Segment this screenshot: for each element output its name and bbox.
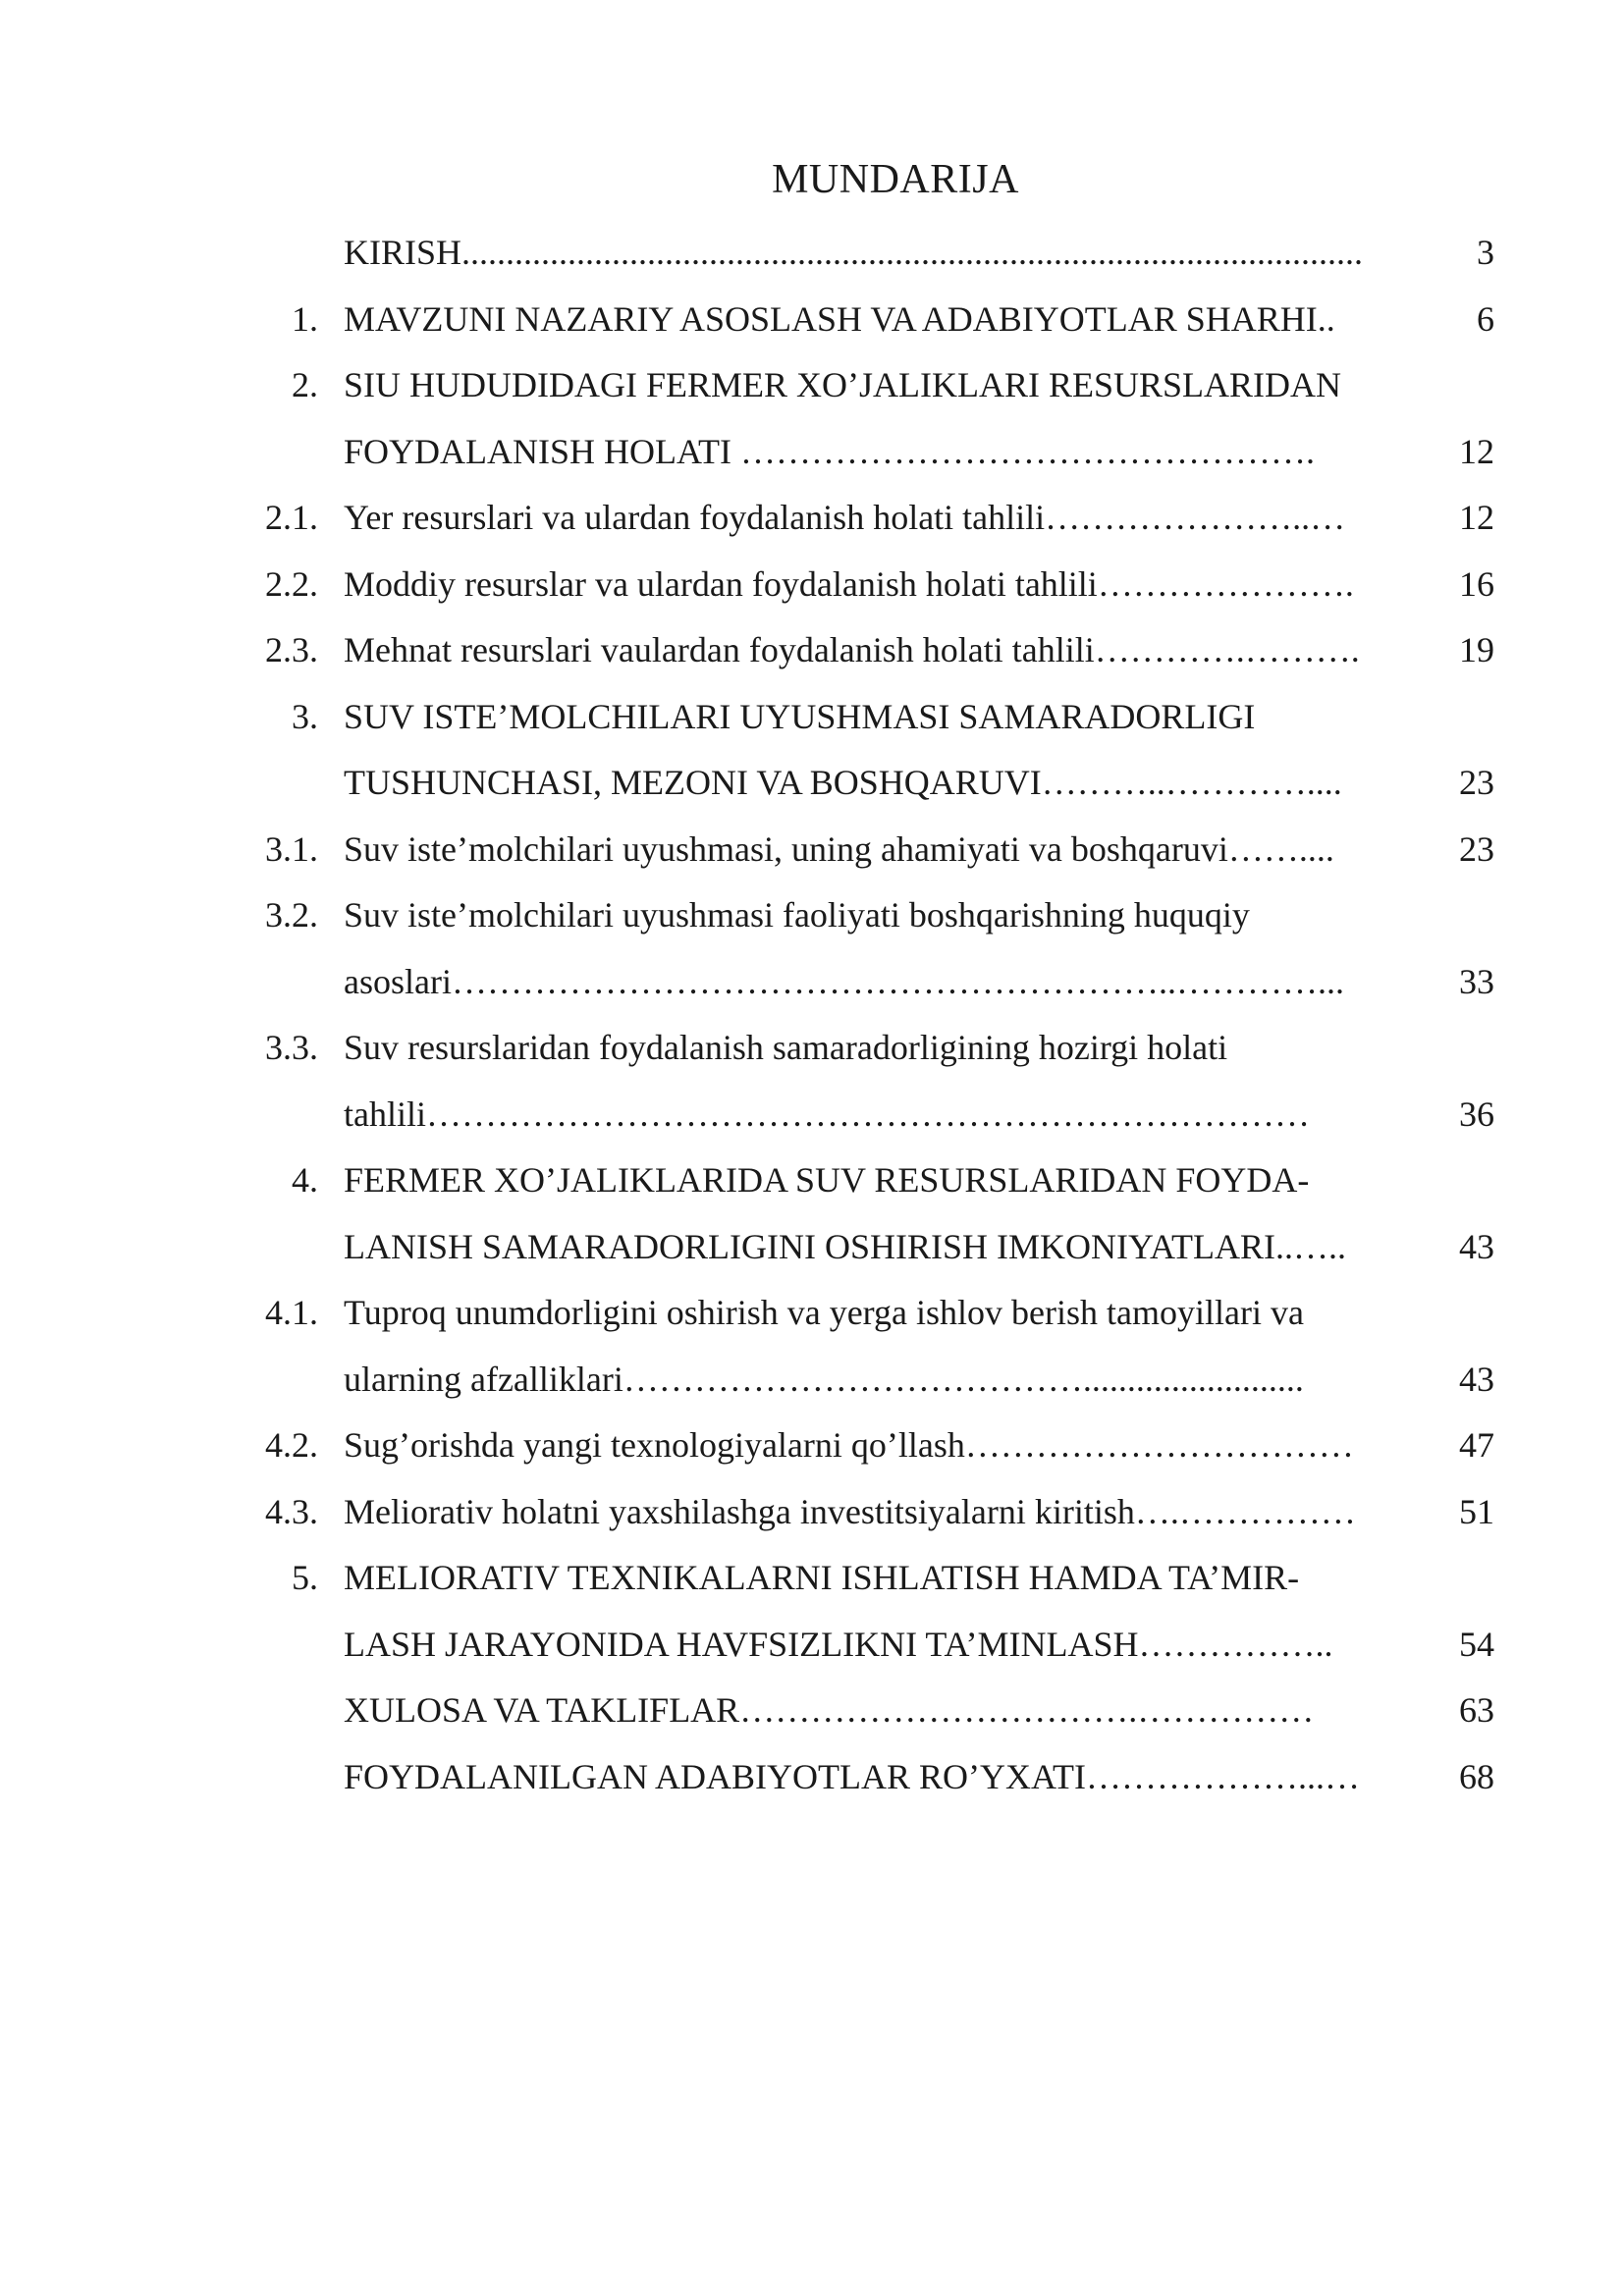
toc-page-number: 12 bbox=[1459, 431, 1494, 471]
toc-entry: MELIORATIV TEXNIKALARNI ISHLATISH HAMDA TA’MIR- bbox=[344, 1558, 1300, 1597]
toc-line bbox=[0, 882, 1624, 949]
toc-line bbox=[0, 1678, 1624, 1744]
toc-entry: Tuproq unumdorligini oshirish va yerga ishlov berish tamoyillari va bbox=[344, 1293, 1304, 1332]
toc-entry: FERMER XO’JALIKLARIDA SUV RESURSLARIDAN FOYDA- bbox=[344, 1160, 1310, 1200]
toc-line bbox=[0, 1148, 1624, 1214]
toc-line bbox=[0, 552, 1624, 618]
toc-page-number: 43 bbox=[1459, 1359, 1494, 1399]
toc-entry: Mehnat resurslari vaulardan foydalanish holati tahlili………….………. bbox=[344, 630, 1360, 669]
toc-line bbox=[0, 817, 1624, 883]
toc-line bbox=[0, 617, 1624, 684]
toc-line bbox=[0, 1744, 1624, 1811]
toc-number: 4. bbox=[292, 1160, 318, 1200]
toc-line bbox=[0, 1545, 1624, 1612]
toc-line bbox=[0, 1347, 1624, 1414]
toc-entry: Sug’orishda yangi texnologiyalarni qo’llash…………………………… bbox=[344, 1425, 1354, 1465]
toc-entry: KIRISH...................................................................................................... bbox=[344, 233, 1364, 272]
toc-entry: SIU HUDUDIDAGI FERMER XO’JALIKLARI RESURSLARIDAN bbox=[344, 365, 1341, 404]
toc-line bbox=[0, 419, 1624, 486]
toc-number: 3.1. bbox=[265, 828, 318, 869]
toc-page-number: 6 bbox=[1477, 298, 1494, 339]
toc-entry: Meliorativ holatni yaxshilashga investitsiyalarni kiritish….…………… bbox=[344, 1491, 1356, 1531]
toc-entry: LANISH SAMARADORLIGINI OSHIRISH IMKONIYATLARI..….. bbox=[344, 1226, 1346, 1266]
toc-line bbox=[0, 1214, 1624, 1281]
toc-page-number: 63 bbox=[1459, 1690, 1494, 1730]
toc-page-number: 54 bbox=[1459, 1624, 1494, 1664]
toc-number: 2.3. bbox=[265, 630, 318, 669]
toc-number: 2.2. bbox=[265, 563, 318, 604]
toc-line bbox=[0, 287, 1624, 353]
toc-page-number: 43 bbox=[1459, 1226, 1494, 1266]
toc-entry: Suv resurslaridan foydalanish samaradorligining hozirgi holati bbox=[344, 1028, 1228, 1067]
toc-entry: Suv iste’molchilari uyushmasi faoliyati boshqarishning huquqiy bbox=[344, 895, 1250, 934]
toc-line bbox=[0, 1612, 1624, 1679]
toc-entry: FOYDALANILGAN ADABIYOTLAR RO’YXATI………………...… bbox=[344, 1756, 1360, 1796]
toc-line bbox=[0, 1479, 1624, 1546]
toc-page-number: 68 bbox=[1459, 1756, 1494, 1796]
toc-entry: tahlili………………………………………………………………… bbox=[344, 1094, 1310, 1134]
toc-line bbox=[0, 1015, 1624, 1082]
toc-page-number: 23 bbox=[1459, 828, 1494, 869]
toc-entry: Moddiy resurslar va ulardan foydalanish holati tahlili…………………. bbox=[344, 563, 1354, 604]
toc-page-number: 19 bbox=[1459, 630, 1494, 669]
toc-number: 1. bbox=[292, 298, 318, 339]
toc-entry: ularning afzalliklari…………………………………......................... bbox=[344, 1359, 1304, 1399]
toc-entry: FOYDALANISH HOLATI …………………………………………. bbox=[344, 431, 1315, 471]
toc-entry: LASH JARAYONIDA HAVFSIZLIKNI TA’MINLASH…………….. bbox=[344, 1624, 1333, 1664]
toc-entry: Suv iste’molchilari uyushmasi, uning ahamiyati va boshqaruvi…….... bbox=[344, 828, 1334, 869]
toc-line bbox=[0, 220, 1624, 287]
toc-entry: MAVZUNI NAZARIY ASOSLASH VA ADABIYOTLAR SHARHI.. bbox=[344, 298, 1335, 339]
toc-entry: asoslari……………………………………………………..…………... bbox=[344, 961, 1344, 1001]
toc-entry: XULOSA VA TAKLIFLAR…………………………….…………… bbox=[344, 1690, 1315, 1730]
toc-line bbox=[0, 1082, 1624, 1148]
table-of-contents bbox=[0, 220, 1624, 1810]
toc-number: 3.3. bbox=[265, 1028, 318, 1067]
toc-page-number: 47 bbox=[1459, 1425, 1494, 1465]
toc-page-number: 3 bbox=[1477, 233, 1494, 272]
toc-page-number: 12 bbox=[1459, 498, 1494, 537]
toc-page-number: 16 bbox=[1459, 563, 1494, 604]
toc-line bbox=[0, 1280, 1624, 1347]
toc-entry: SUV ISTE’MOLCHILARI UYUSHMASI SAMARADORLIGI bbox=[344, 696, 1256, 736]
toc-page-number: 36 bbox=[1459, 1094, 1494, 1134]
toc-number: 5. bbox=[292, 1558, 318, 1597]
toc-line bbox=[0, 352, 1624, 419]
toc-line bbox=[0, 1413, 1624, 1479]
toc-line bbox=[0, 750, 1624, 817]
toc-line bbox=[0, 949, 1624, 1016]
toc-line bbox=[0, 485, 1624, 552]
toc-entry: Yer resurslari va ulardan foydalanish holati tahlili…………………..… bbox=[344, 498, 1346, 537]
toc-number: 2.1. bbox=[265, 498, 318, 537]
toc-page-number: 51 bbox=[1459, 1491, 1494, 1531]
toc-line bbox=[0, 684, 1624, 751]
toc-number: 3. bbox=[292, 696, 318, 736]
toc-number: 4.3. bbox=[265, 1491, 318, 1531]
toc-page-number: 23 bbox=[1459, 763, 1494, 802]
toc-number: 4.1. bbox=[265, 1293, 318, 1332]
toc-page-number: 33 bbox=[1459, 961, 1494, 1001]
toc-number: 3.2. bbox=[265, 895, 318, 934]
toc-number: 4.2. bbox=[265, 1425, 318, 1465]
toc-number: 2. bbox=[292, 365, 318, 404]
toc-entry: TUSHUNCHASI, MEZONI VA BOSHQARUVI………..………….... bbox=[344, 763, 1342, 802]
page-title: MUNDARIJA bbox=[772, 157, 1019, 202]
